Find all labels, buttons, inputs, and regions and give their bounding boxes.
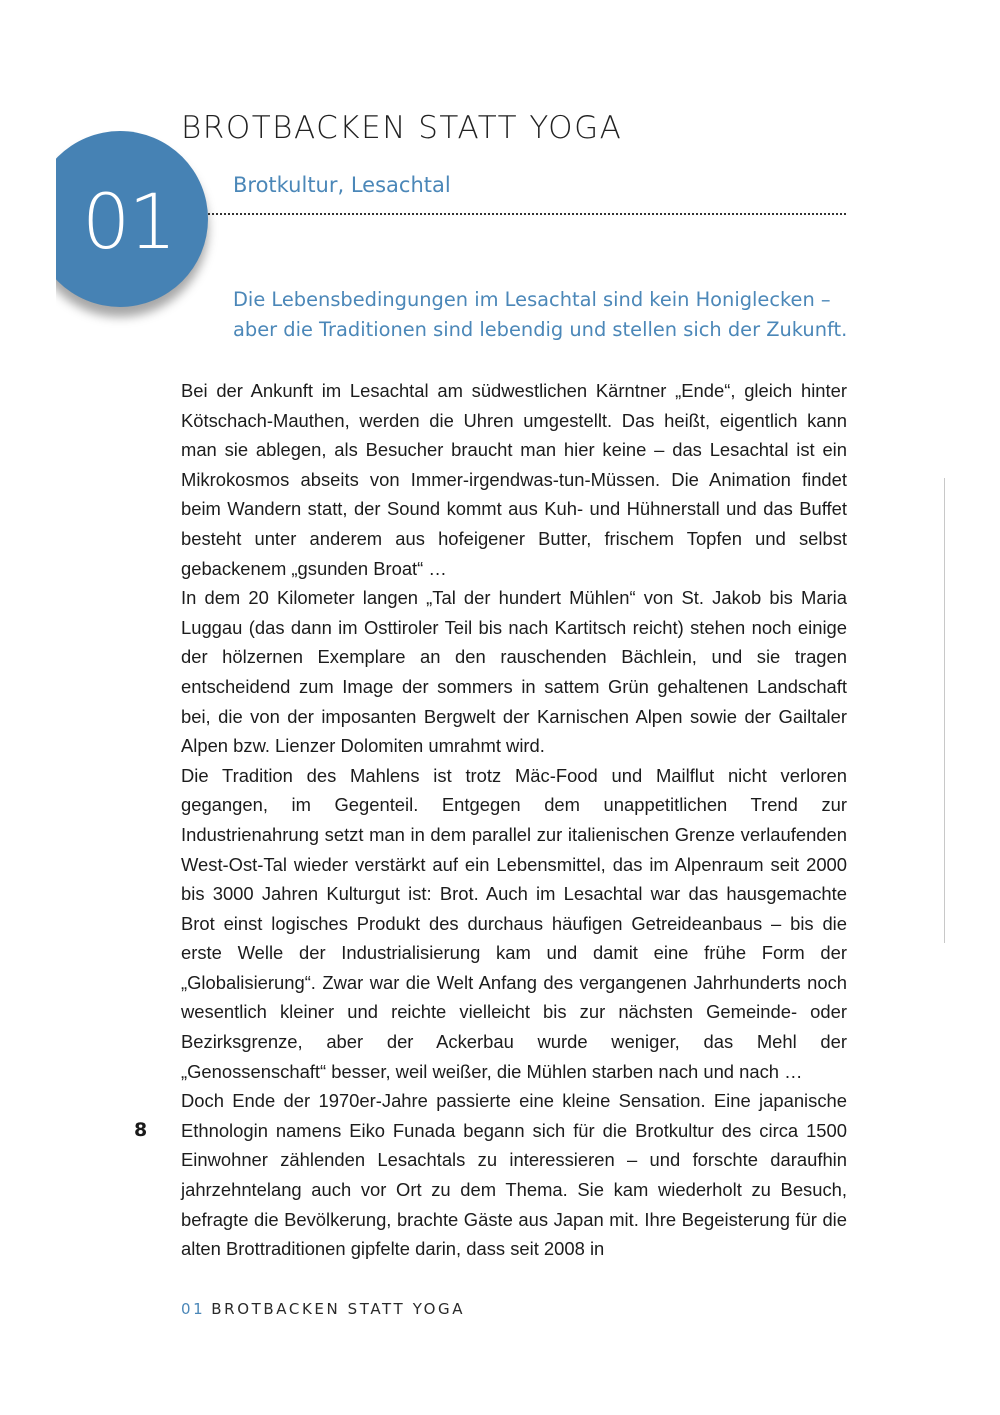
body-paragraph: Bei der Ankunft im Lesachtal am südwestlichen Kärntner „Ende“, gleich hinter Kötschach-Mauthen, werden die Uhren umgestellt. Das heißt, eigentlich kann man sie ablegen, als Besucher braucht man hier keine – das Lesachtal ist ein Mikrokosmos abseits von Immer-irgendwas-tun-Müssen. Die Animation findet beim Wandern statt, der Sound kommt aus Kuh- und Hühnerstall und das Buffet besteht unter anderem aus hofeigener Butter, frischem Topfen und selbst gebackenem „gsunden Broat“ …: [181, 380, 847, 579]
body-paragraph: In dem 20 Kilometer langen „Tal der hundert Mühlen“ von St. Jakob bis Maria Luggau (das dann im Osttiroler Teil bis nach Kartitsch reicht) stehen noch einige der hölzernen Exemplare an den rauschenden Bächlein, und sie tragen entscheidend zum Image der sommers in sattem Grün gehaltenen Landschaft bei, die von der imposanten Bergwelt der Karnischen Alpen sowie der Gailtaler Alpen bzw. Lienzer Dolomiten umrahmt wird.: [181, 587, 847, 757]
page-margin: [0, 100, 56, 330]
chapter-number: 01: [82, 177, 175, 266]
page-number: 8: [134, 1119, 148, 1141]
footer-chapter-title: BROTBACKEN STATT YOGA: [211, 1300, 466, 1318]
page-edge-line: [944, 478, 945, 943]
lead-line: Die Lebensbedingungen im Lesachtal sind kein Honiglecken –: [233, 288, 831, 311]
body-paragraph: Die Tradition des Mahlens ist trotz Mäc-Food und Mailflut nicht verloren gegangen, im Gegenteil. Entgegen dem unappetitlichen Trend zur Industrienahrung setzt man in dem parallel zur italienischen Grenze verlaufenden West-Ost-Tal wieder verstärkt auf ein Lebensmittel, das im Alpenraum seit 2000 bis 3000 Jahren Kulturgut ist: Brot. Auch im Lesachtal war das hausgemachte Brot einst logisches Produkt des durchaus häufigen Getreideanbaus – bis die erste Welle der Industrialisierung kam und damit eine frühe Form der „Globalisierung“. Zwar war die Welt Anfang des vergangenen Jahrhunderts noch wesentlich kleiner und reichte vielleicht bis zur nächsten Gemeinde- oder Bezirksgrenze, aber der Ackerbau wurde weniger, das Mehl der „Genossenschaft“ besser, weil weißer, die Mühlen starben nach und nach …: [181, 764, 847, 1082]
chapter-title: BROTBACKEN STATT YOGA: [181, 110, 623, 146]
chapter-subtitle: Brotkultur, Lesachtal: [233, 173, 451, 197]
dotted-divider: [208, 213, 846, 215]
lead-line: aber die Traditionen sind lebendig und stellen sich der Zukunft.: [233, 318, 848, 341]
footer-chapter-number: 01: [181, 1300, 206, 1318]
running-footer: [181, 1298, 465, 1320]
lead-paragraph: [233, 285, 853, 345]
body-text: [181, 376, 847, 1264]
body-paragraph: Doch Ende der 1970er-Jahre passierte eine kleine Sensation. Eine japanische Ethnologin namens Eiko Funada begann sich für die Brotkultur des circa 1500 Einwohner zählenden Lesachtals zu interessieren – und forschte daraufhin jahrzehntelang auch vor Ort zu dem Thema. Sie kam wiederholt zu Besuch, befragte die Bevölkerung, brachte Gäste aus Japan mit. Ihre Begeisterung für die alten Brottraditionen gipfelte darin, dass seit 2008 in: [181, 1090, 847, 1260]
